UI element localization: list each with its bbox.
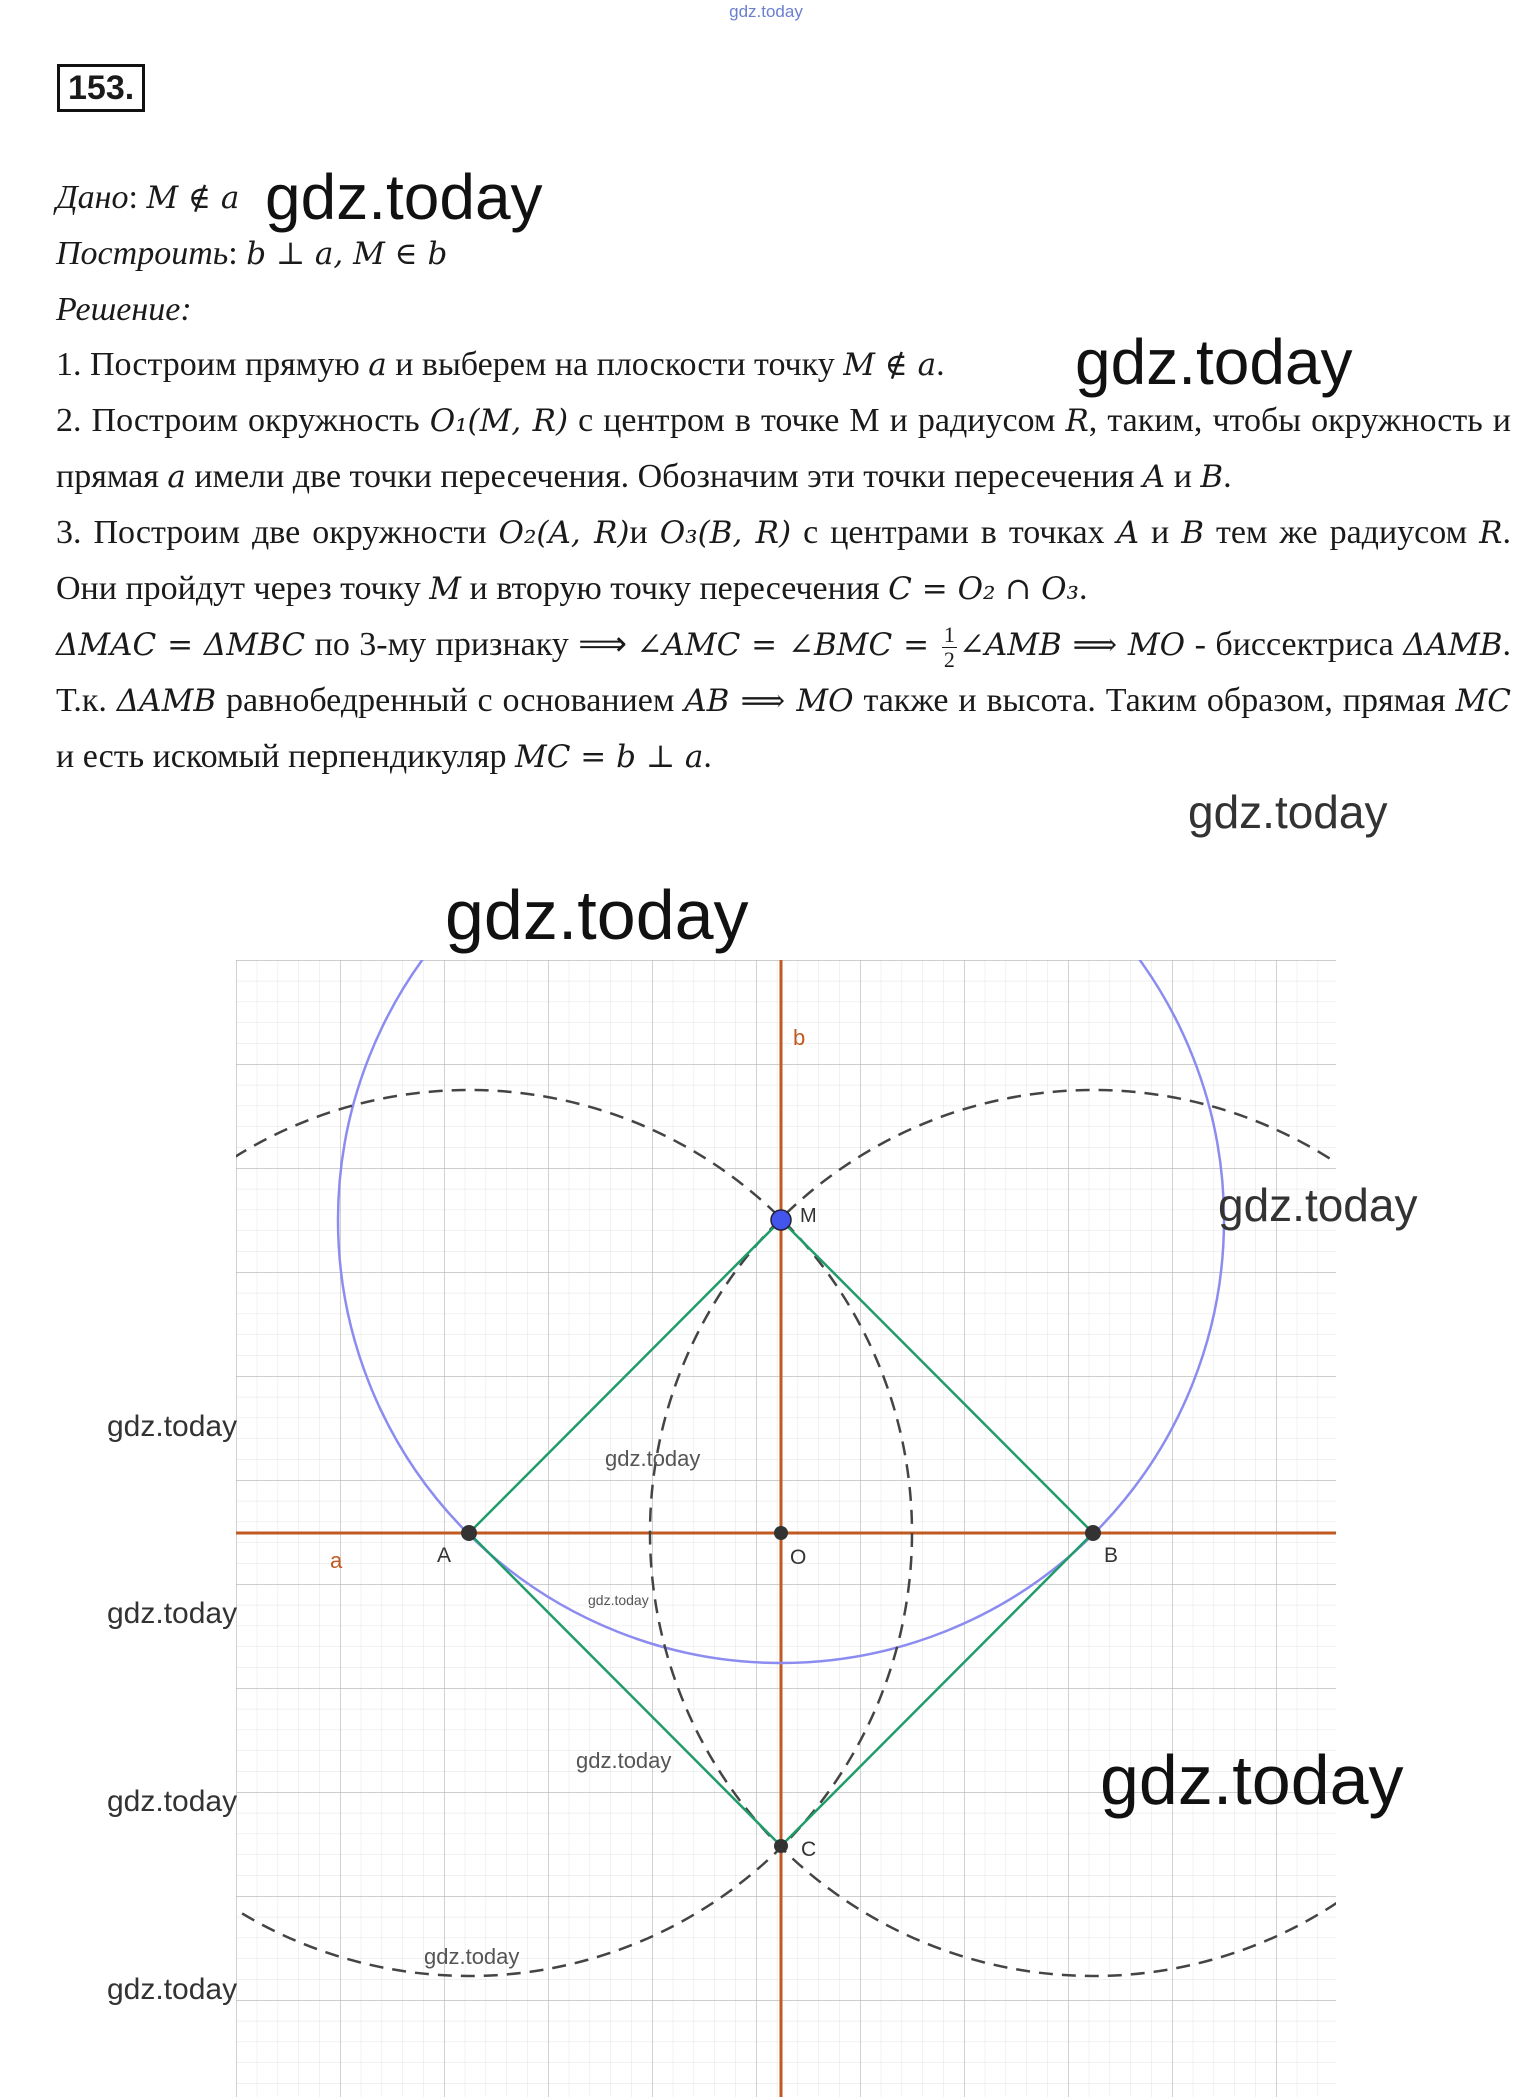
task-number: 153.: [57, 64, 145, 112]
watermark: gdz.today: [1188, 786, 1388, 838]
given-line: Дано: M ∉ a: [56, 179, 240, 216]
watermark: gdz.today: [605, 1446, 701, 1471]
label-m: M: [800, 1205, 817, 1227]
step-3: 3. Построим две окружности O₂(A, R)и O₃(B, R) с центрами в точках A и B тем же радиусом R. Они пройдут через точку M и вторую точку пересечения C = O₂ ∩ O₃.: [56, 514, 1511, 607]
watermark: gdz.today: [107, 1973, 238, 2006]
watermark: gdz.today: [424, 1944, 520, 1969]
build-line: Построить: b ⊥ a, M ∈ b: [56, 235, 448, 272]
label-c: C: [801, 1838, 817, 1861]
watermark: gdz.today: [265, 161, 543, 233]
point-m: [771, 1210, 791, 1230]
step-1: 1. Построим прямую a и выберем на плоскости точку M ∉ a.: [56, 346, 945, 383]
label-line-b: b: [793, 1025, 806, 1050]
watermark: gdz.today: [107, 1785, 238, 1818]
watermark: gdz.today: [107, 1597, 238, 1630]
watermark: gdz.today: [1075, 326, 1353, 398]
site-header-link[interactable]: gdz.today: [729, 2, 803, 21]
label-line-a: a: [330, 1548, 343, 1573]
watermark: gdz.today: [1100, 1741, 1404, 1819]
point-a: [461, 1525, 477, 1541]
step-2: 2. Построим окружность O₁(M, R) с центром в точке М и радиусом R, таким, чтобы окружность и прямая a имели две точки пересечения. Обозначим эти точки пересечения A и B.: [56, 402, 1511, 495]
point-b: [1085, 1525, 1101, 1541]
watermark: gdz.today: [445, 876, 749, 954]
label-o: O: [790, 1546, 807, 1569]
proof-paragraph: ΔMAC = ΔMBC по 3-му признаку ⟹ ∠AMC = ∠BMC = $\frac{1}{2}$ ∠AMB ⟹ MO - биссектриса ΔAMB. Т.к. ΔAMB равнобедренный с основанием AB ⟹ MO также и высота. Таким образом, прямая MC и есть искомый перпендикуляр MC = b ⊥ a.: [56, 621, 1512, 775]
fraction-one-half: $\frac{1}{2}$: [943, 621, 955, 672]
watermark: gdz.today: [588, 1592, 649, 1608]
watermark: gdz.today: [107, 1410, 238, 1443]
solution-heading: Решение:: [56, 291, 192, 328]
label-b: B: [1104, 1544, 1119, 1567]
label-a: A: [437, 1544, 452, 1567]
watermark: gdz.today: [1218, 1179, 1418, 1231]
point-o: [774, 1526, 788, 1540]
watermark: gdz.today: [576, 1748, 672, 1773]
point-c: [774, 1839, 788, 1853]
